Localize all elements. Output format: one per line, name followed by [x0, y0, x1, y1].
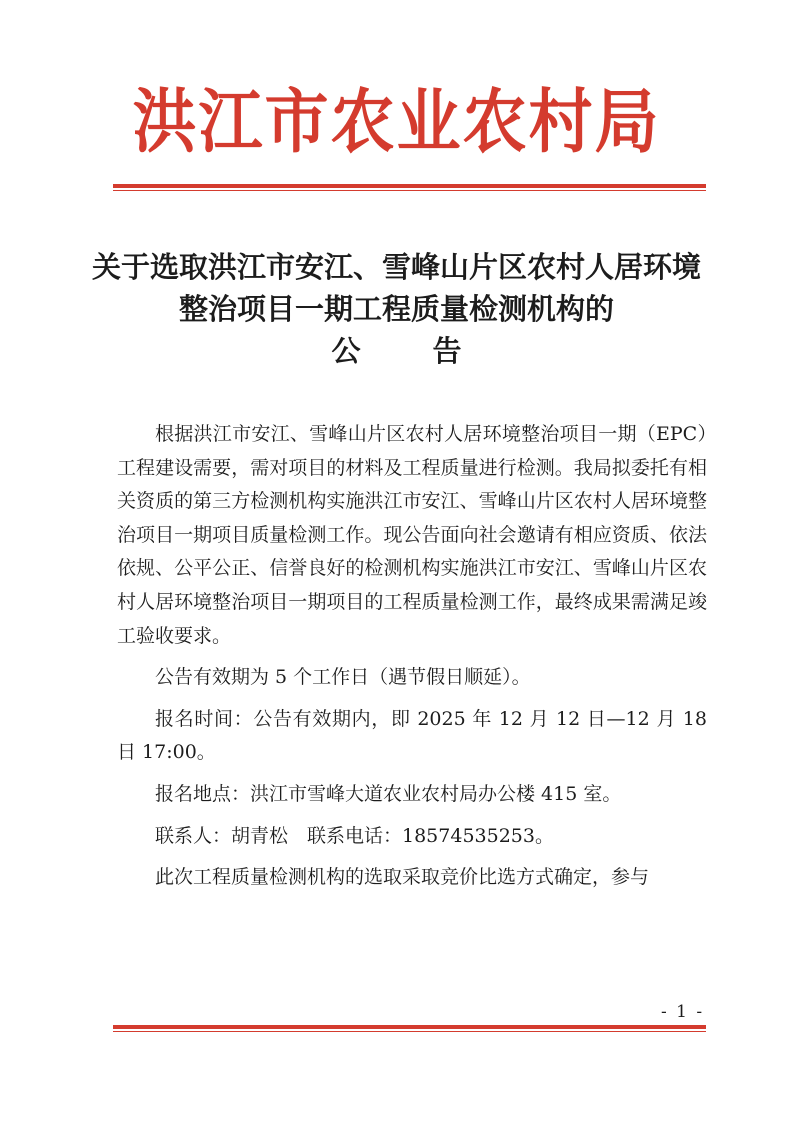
body-paragraph-intro: 根据洪江市安江、雪峰山片区农村人居环境整治项目一期（EPC）工程建设需要，需对项目的材料及工程质量进行检测。我局拟委托有相关资质的第三方检测机构实施洪江市安江、雪峰山片区农村人居环境整治项目一期项目质量检测工作。现公告面向社会邀请有相应资质、依法依规、公平公正、信誉良好的检测机构实施洪江市安江、雪峰山片区农村人居环境整治项目一期项目的工程质量检测工作，最终成果需满足竣工验收要求。: [117, 423, 707, 647]
title-line-1: 关于选取洪江市安江、雪峰山片区农村人居环境: [91, 250, 701, 284]
notice-title: [0, 246, 793, 372]
title-line-3: 公告: [331, 334, 534, 368]
notice-body: [117, 418, 707, 895]
body-paragraph-contact: 联系人：胡青松 联系电话：18574535253。: [155, 824, 554, 847]
footer-divider: [113, 1025, 706, 1032]
body-paragraph-registration-time: 报名时间：公告有效期内，即 2025 年 12 月 12 日—12 月 18 日 17:00。: [117, 707, 707, 764]
title-line-2: 整治项目一期工程质量检测机构的: [178, 292, 614, 326]
body-paragraph-selection: 此次工程质量检测机构的选取采取竞价比选方式确定，参与: [155, 866, 650, 889]
agency-masthead: 洪江市农业农村局: [132, 81, 661, 163]
body-paragraph-validity: 公告有效期为 5 个工作日（遇节假日顺延）。: [155, 666, 531, 689]
masthead-divider: [113, 184, 706, 191]
page-number: - 1 -: [661, 1002, 705, 1022]
body-paragraph-registration-place: 报名地点：洪江市雪峰大道农业农村局办公楼 415 室。: [155, 782, 622, 805]
